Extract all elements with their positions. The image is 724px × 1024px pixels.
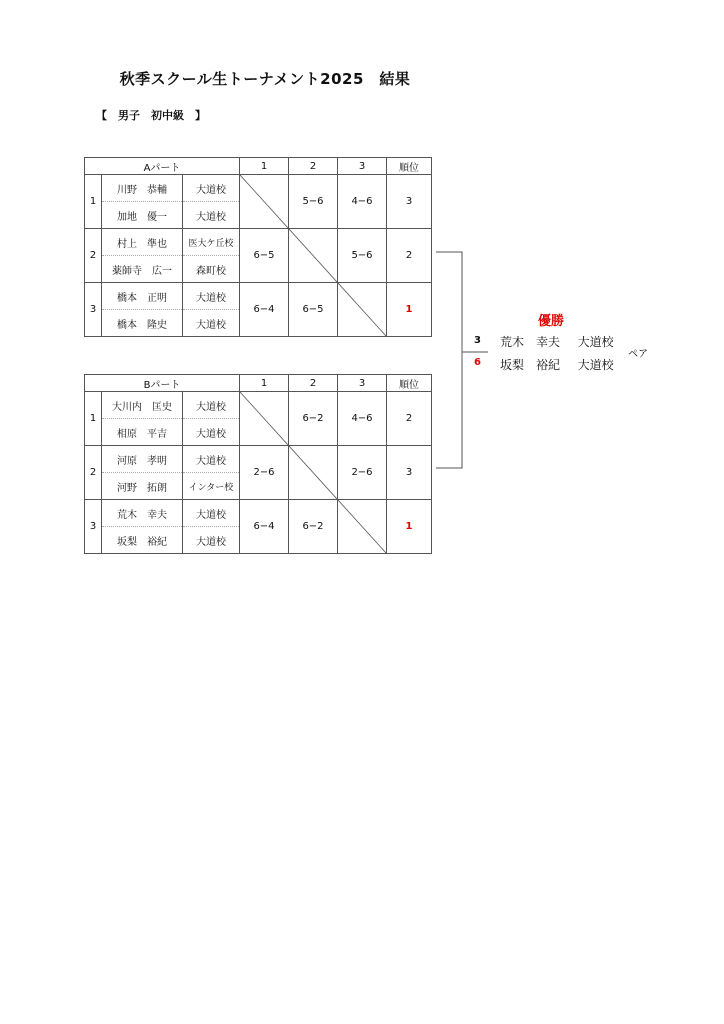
player-school: 大道校 xyxy=(183,446,240,473)
score-cell: 5−6 xyxy=(338,229,387,283)
rank-cell: 3 xyxy=(387,446,432,500)
player-name: 河野 拓朗 xyxy=(102,473,183,500)
pool-name: Bパート xyxy=(85,375,240,392)
player-school: 大道校 xyxy=(183,392,240,419)
player-school: 大道校 xyxy=(183,310,240,337)
pool-name: Aパート xyxy=(85,158,240,175)
entry-number: 3 xyxy=(85,283,102,337)
entry-number: 2 xyxy=(85,446,102,500)
score-cell: 6−2 xyxy=(289,392,338,446)
player-school: 大道校 xyxy=(183,283,240,310)
score-cell: 6−5 xyxy=(289,283,338,337)
score-cell: 6−5 xyxy=(240,229,289,283)
player-school: インター校 xyxy=(183,473,240,500)
player-school: 大道校 xyxy=(183,202,240,229)
player-name: 坂梨 裕紀 xyxy=(102,527,183,554)
entry-number: 1 xyxy=(85,175,102,229)
player-school: 大道校 xyxy=(183,175,240,202)
winner-line-1 xyxy=(500,333,614,350)
col-header: 3 xyxy=(338,375,387,392)
player-name: 薬師寺 広一 xyxy=(102,256,183,283)
score-cell: 4−6 xyxy=(338,175,387,229)
final-score-pool-b: 6 xyxy=(474,357,481,368)
player-school: 医大ケ丘校 xyxy=(183,229,240,256)
player-school: 大道校 xyxy=(183,419,240,446)
champion-label: 優勝 xyxy=(538,314,565,329)
winner-line-2 xyxy=(500,356,614,373)
col-header-rank: 順位 xyxy=(387,375,432,392)
player-name: 河原 孝明 xyxy=(102,446,183,473)
col-header: 1 xyxy=(240,375,289,392)
rank-cell-winner: 1 xyxy=(387,283,432,337)
score-cell: 6−4 xyxy=(240,283,289,337)
player-school: 大道校 xyxy=(183,527,240,554)
score-cell: 6−2 xyxy=(289,500,338,554)
col-header: 2 xyxy=(289,375,338,392)
player-school: 森町校 xyxy=(183,256,240,283)
player-name: 橋本 隆史 xyxy=(102,310,183,337)
entry-number: 3 xyxy=(85,500,102,554)
col-header: 2 xyxy=(289,158,338,175)
player-name: 川野 恭輔 xyxy=(102,175,183,202)
col-header: 3 xyxy=(338,158,387,175)
score-cell: 5−6 xyxy=(289,175,338,229)
rank-cell: 3 xyxy=(387,175,432,229)
rank-cell: 2 xyxy=(387,229,432,283)
winner-name: 荒木 幸夫 xyxy=(500,335,561,349)
score-cell: 6−4 xyxy=(240,500,289,554)
col-header-rank: 順位 xyxy=(387,158,432,175)
pair-label: ペア xyxy=(628,349,648,360)
score-cell: 2−6 xyxy=(240,446,289,500)
winner-school: 大道校 xyxy=(577,335,614,349)
final-score-pool-a: 3 xyxy=(474,335,481,346)
entry-number: 2 xyxy=(85,229,102,283)
winner-name: 坂梨 裕紀 xyxy=(500,358,561,372)
rank-cell-winner: 1 xyxy=(387,500,432,554)
player-name: 村上 準也 xyxy=(102,229,183,256)
player-name: 荒木 幸夫 xyxy=(102,500,183,527)
player-name: 加地 優一 xyxy=(102,202,183,229)
rank-cell: 2 xyxy=(387,392,432,446)
player-name: 相原 平吉 xyxy=(102,419,183,446)
entry-number: 1 xyxy=(85,392,102,446)
score-cell: 2−6 xyxy=(338,446,387,500)
winner-school: 大道校 xyxy=(577,358,614,372)
page-title: 秋季スクール生トーナメント2025 結果 xyxy=(119,70,411,88)
score-cell: 4−6 xyxy=(338,392,387,446)
col-header: 1 xyxy=(240,158,289,175)
player-name: 橋本 正明 xyxy=(102,283,183,310)
category-subtitle: 【 男子 初中級 】 xyxy=(96,109,206,122)
player-name: 大川内 匡史 xyxy=(102,392,183,419)
player-school: 大道校 xyxy=(183,500,240,527)
